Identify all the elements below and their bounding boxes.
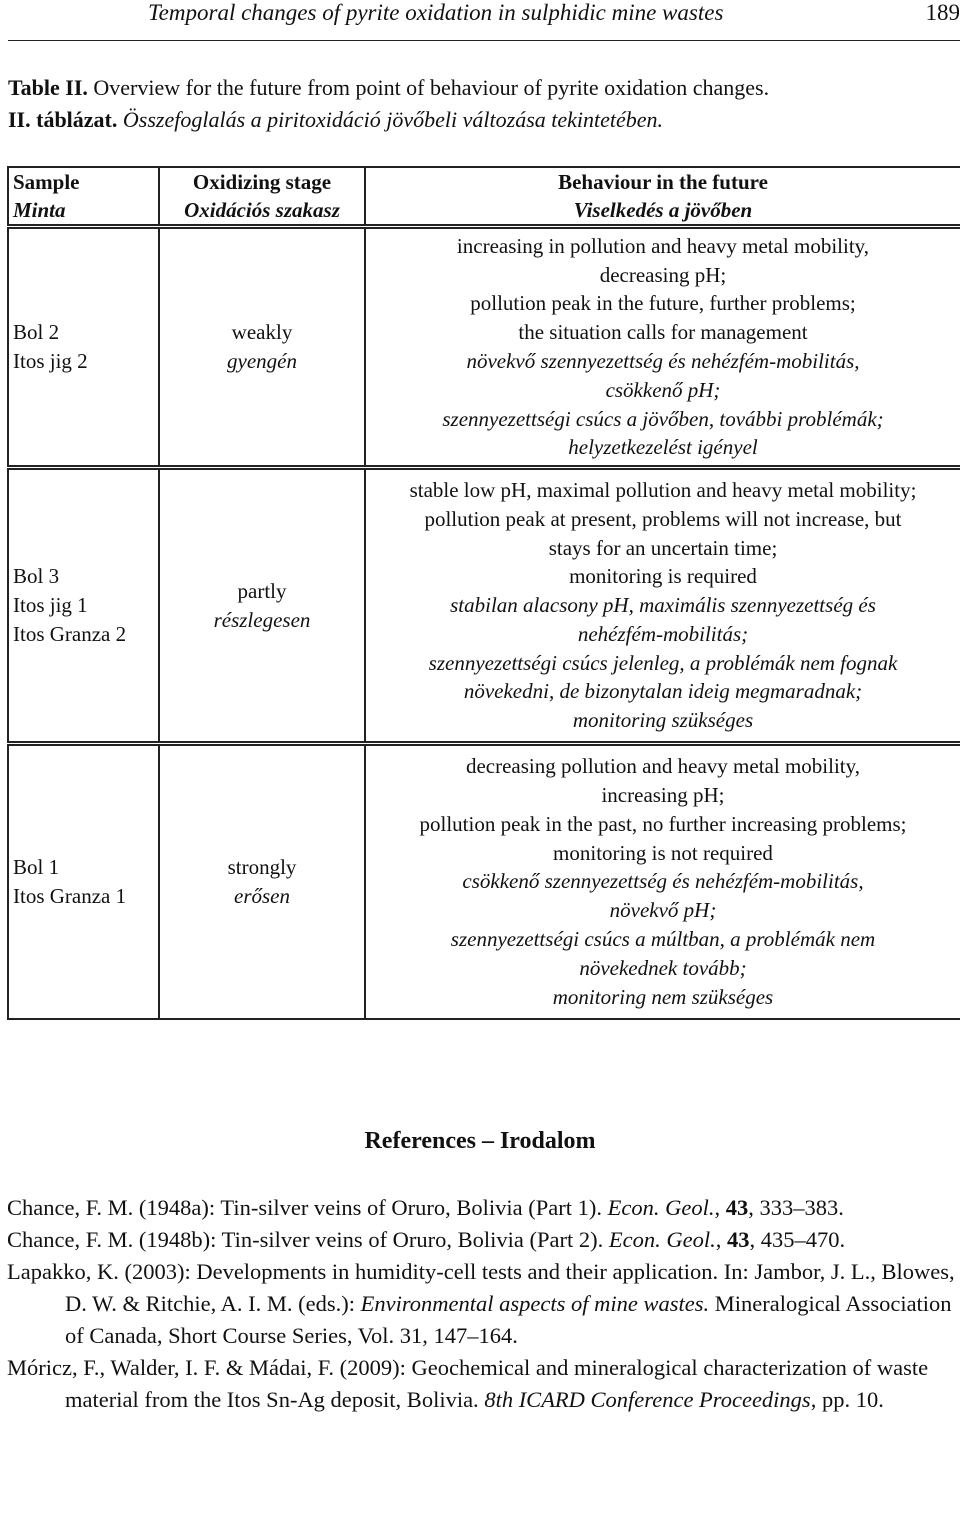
behaviour-en-line: stable low pH, maximal pollution and heavy metal mobility; — [409, 477, 917, 502]
ref-pages: , 435–470. — [749, 1227, 846, 1252]
behaviour-en-line: stays for an uncertain time; — [548, 535, 778, 560]
ref-text: , — [714, 1195, 726, 1220]
header-behaviour — [365, 167, 960, 227]
behaviour-en-line: increasing pH; — [601, 782, 725, 807]
references-heading: References – Irodalom — [364, 1128, 596, 1154]
behaviour-hu-line: helyzetkezelést igényel — [568, 435, 758, 460]
stage-en: strongly — [227, 854, 297, 879]
sample-line: Itos Granza 1 — [13, 883, 127, 908]
header-sample-hu: Minta — [13, 198, 66, 222]
sample-line: Itos jig 1 — [13, 593, 88, 618]
header-behaviour-en: Behaviour in the future — [558, 170, 768, 194]
sample-line: Itos Granza 2 — [13, 621, 127, 646]
behaviour-hu-line: monitoring szükséges — [572, 708, 754, 733]
ref-journal: Econ. Geol. — [608, 1227, 716, 1252]
cell-sample — [8, 468, 159, 744]
behaviour-hu-line: növekvő szennyezettség és nehézfém-mobilitás, — [466, 349, 860, 373]
behaviour-en-line: increasing in pollution and heavy metal mobility, — [456, 233, 870, 258]
behaviour-hu-line: szennyezettségi csúcs a jövőben, további problémák; — [442, 406, 884, 431]
cell-behaviour — [365, 227, 960, 468]
behaviour-hu-line: monitoring nem szükséges — [552, 984, 774, 1009]
stage-hu: részlegesen — [213, 607, 311, 632]
cell-behaviour — [365, 468, 960, 744]
caption-english — [8, 72, 958, 104]
sample-line: Bol 1 — [13, 854, 60, 879]
sample-line: Bol 3 — [13, 564, 60, 589]
running-title: Temporal changes of pyrite oxidation in sulphidic mine wastes — [148, 0, 724, 25]
table-row — [8, 468, 960, 744]
behaviour-hu-line: növekvő pH; — [609, 898, 717, 923]
ref-text: , — [715, 1227, 727, 1252]
behaviour-hu-line: nehézfém-mobilitás; — [577, 621, 749, 646]
stage-en: partly — [237, 578, 287, 603]
sample-line: Itos jig 2 — [13, 349, 88, 373]
reference-item — [7, 1224, 959, 1256]
behaviour-en-line: decreasing pH; — [599, 262, 727, 287]
ref-pages: , 333–383. — [748, 1195, 844, 1220]
header-behaviour-hu: Viselkedés a jövőben — [573, 198, 753, 222]
behaviour-en-line: decreasing pollution and heavy metal mobility, — [465, 754, 861, 779]
reference-list — [7, 1192, 959, 1416]
table-caption — [8, 72, 958, 136]
ref-proceedings: 8th ICARD Conference Proceedings — [484, 1387, 811, 1412]
caption-en-text: Overview for the future from point of behaviour of pyrite oxidation changes. — [87, 75, 770, 100]
stage-en: weakly — [231, 320, 293, 345]
sample-line: Bol 2 — [13, 320, 60, 345]
cell-sample — [8, 227, 159, 468]
behaviour-hu-line: növekednek tovább; — [579, 955, 747, 980]
cell-behaviour — [365, 744, 960, 1019]
behaviour-hu-line: csökkenő pH; — [605, 377, 721, 402]
cell-stage — [159, 227, 365, 468]
reference-item — [7, 1256, 959, 1352]
header-stage — [159, 167, 365, 227]
table-row — [8, 744, 960, 1019]
stage-hu: erősen — [234, 883, 290, 908]
caption-hu-text: Összefoglalás a piritoxidáció jövőbeli változása tekintetében. — [117, 107, 664, 132]
caption-en-label: Table II. — [8, 75, 88, 100]
table-header-row — [8, 167, 960, 227]
ref-volume: 43 — [725, 1195, 749, 1220]
table-row — [8, 227, 960, 468]
caption-hungarian — [8, 104, 958, 136]
stage-hu: gyengén — [227, 349, 297, 373]
cell-sample — [8, 744, 159, 1019]
behaviour-en-line: pollution peak in the future, further problems; — [470, 291, 856, 316]
header-sample — [8, 167, 159, 227]
behaviour-hu-line: szennyezettségi csúcs jelenleg, a problémák nem fognak — [428, 650, 898, 675]
reference-item — [7, 1192, 959, 1224]
ref-text: Mineralogical Association of Canada, Short Course Series, Vol. 31, 147–164. — [65, 1291, 952, 1348]
ref-text: Chance, F. M. (1948b): Tin-silver veins of Oruro, Bolivia (Part 2). — [7, 1227, 609, 1252]
reference-item — [7, 1352, 959, 1416]
ref-text: Lapakko, K. (2003): Developments in humidity-cell tests and their application. In: Jambor, J. L., Blowes, D. W. & Ritchie, A. I. M. (eds.): — [7, 1259, 955, 1316]
page-number: 189 — [925, 0, 960, 25]
behaviour-en-line: pollution peak in the past, no further increasing problems; — [419, 811, 907, 836]
ref-volume: 43 — [727, 1227, 750, 1252]
ref-text: Chance, F. M. (1948a): Tin-silver veins of Oruro, Bolivia (Part 1). — [7, 1195, 608, 1220]
caption-hu-label: II. táblázat. — [8, 107, 118, 132]
behaviour-hu-line: csökkenő szennyezettség és nehézfém-mobilitás, — [462, 869, 864, 894]
ref-pages: , pp. 10. — [810, 1387, 884, 1412]
header-sample-en: Sample — [13, 170, 80, 194]
behaviour-hu-line: stabilan alacsony pH, maximális szennyezettség és — [450, 593, 876, 618]
behaviour-en-line: the situation calls for management — [518, 320, 808, 345]
overview-table — [7, 166, 960, 1020]
running-header — [8, 0, 960, 41]
behaviour-hu-line: szennyezettségi csúcs a múltban, a problémák nem — [450, 926, 876, 951]
behaviour-en-line: pollution peak at present, problems will not increase, but — [424, 506, 902, 531]
ref-journal: Econ. Geol. — [607, 1195, 715, 1220]
header-stage-en: Oxidizing stage — [192, 170, 332, 194]
ref-book-title: Environmental aspects of mine wastes. — [360, 1291, 710, 1316]
cell-stage — [159, 468, 365, 744]
ref-text: Móricz, F., Walder, I. F. & Mádai, F. (2009): Geochemical and mineralogical characterization of waste material from the Itos Sn-Ag deposit, Bolivia. — [7, 1355, 929, 1412]
behaviour-hu-line: növekedni, de bizonytalan ideig megmaradnak; — [463, 679, 863, 704]
behaviour-en-line: monitoring is not required — [553, 840, 773, 865]
behaviour-en-line: monitoring is required — [569, 564, 757, 589]
cell-stage — [159, 744, 365, 1019]
header-stage-hu: Oxidációs szakasz — [184, 198, 340, 222]
